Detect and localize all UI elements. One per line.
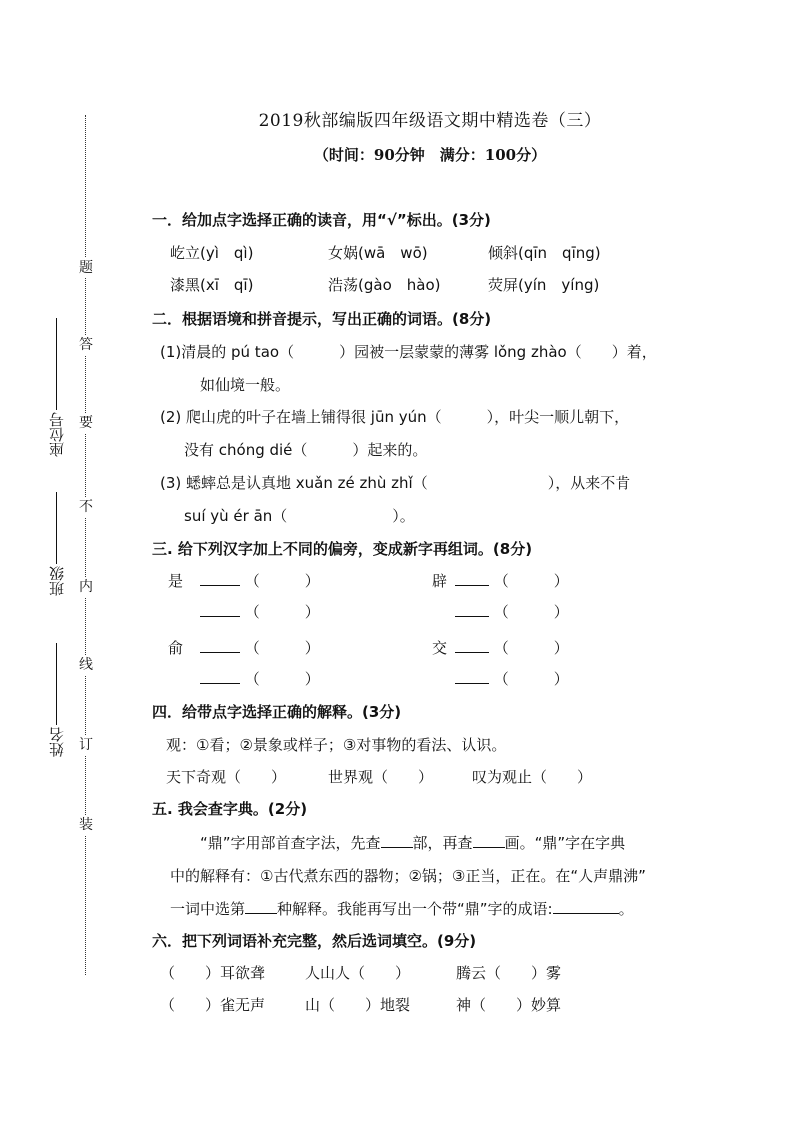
seal-char: 线 xyxy=(76,655,96,675)
s1-item: 女娲(wā wō) xyxy=(328,244,428,262)
s2-line: suí yù ér ān（ ）。 xyxy=(184,507,415,525)
s6-item[interactable]: （ ）雀无声 xyxy=(160,996,266,1014)
seal-char: 内 xyxy=(76,577,96,597)
s4-definitions: 观：①看；②景象或样子；③对事物的看法、认识。 xyxy=(166,736,507,754)
exam-time-score: （时间：90分钟 满分：100分） xyxy=(313,146,547,164)
s2-line: 如仙境一般。 xyxy=(200,376,291,394)
binding-dotted-line xyxy=(85,115,86,975)
s2-line: 没有 chóng dié（ ）起来的。 xyxy=(184,441,428,459)
seat-number-label: 座位号 xyxy=(48,412,66,457)
s5-line: “鼎”字用部首查字法，先查 部，再查 画。“鼎”字在字典 xyxy=(200,834,626,852)
s3-char: 辟 xyxy=(432,572,448,590)
s3-char: 俞 xyxy=(168,639,184,657)
section-4-heading: 四．给带点字选择正确的解释。(3分) xyxy=(152,703,402,721)
name-blank xyxy=(57,643,58,725)
s1-item: 漆黑(xī qī) xyxy=(170,276,254,294)
s5-blank[interactable] xyxy=(245,899,277,914)
page-title: 2019秋部编版四年级语文期中精选卷（三） xyxy=(258,111,602,131)
section-1-heading: 一．给加点字选择正确的读音，用“√”标出。(3分) xyxy=(152,211,491,229)
s3-answer[interactable]: （ ） xyxy=(455,668,569,689)
name-label: 姓名 xyxy=(48,727,66,757)
seal-char: 答 xyxy=(76,335,96,355)
s3-answer[interactable]: （ ） xyxy=(200,668,320,689)
section-6-heading: 六．把下列词语补充完整，然后选词填空。(9分) xyxy=(152,932,477,950)
s2-line: (1)清晨的 pú tao（ ）园被一层蒙蒙的薄雾 lǒng zhào（ ）着， xyxy=(160,343,657,361)
seal-char: 装 xyxy=(76,815,96,835)
s3-char: 是 xyxy=(168,572,184,590)
s6-item[interactable]: 神（ ）妙算 xyxy=(456,996,562,1014)
section-2-heading: 二．根据语境和拼音提示，写出正确的词语。(8分) xyxy=(152,310,492,328)
s3-answer[interactable]: （ ） xyxy=(455,601,569,622)
section-5-heading: 五. 我会查字典。(2分) xyxy=(152,800,308,818)
s3-answer[interactable]: （ ） xyxy=(200,637,320,658)
s2-line: (2) 爬山虎的叶子在墙上铺得很 jūn yún（ ），叶尖一顺儿朝下， xyxy=(160,408,630,426)
s3-char: 交 xyxy=(432,639,448,657)
s1-item: 屹立(yì qì) xyxy=(170,244,254,262)
s3-answer[interactable]: （ ） xyxy=(455,570,569,591)
s6-item[interactable]: 腾云（ ）雾 xyxy=(456,964,562,982)
s4-item[interactable]: 世界观（ ） xyxy=(328,768,434,786)
s5-blank[interactable] xyxy=(473,833,505,848)
s5-idiom-blank[interactable] xyxy=(553,899,619,914)
s6-item[interactable]: 人山人（ ） xyxy=(305,964,411,982)
class-blank xyxy=(57,492,58,564)
seat-number-field[interactable] xyxy=(47,318,67,457)
s6-item[interactable]: （ ）耳欲聋 xyxy=(160,964,266,982)
name-field[interactable] xyxy=(47,643,67,757)
s5-line: 中的解释有：①古代煮东西的器物；②锅；③正当，正在。在“人声鼎沸” xyxy=(170,867,646,885)
s3-answer[interactable]: （ ） xyxy=(455,637,569,658)
s3-answer[interactable]: （ ） xyxy=(200,601,320,622)
s6-item[interactable]: 山（ ）地裂 xyxy=(305,996,411,1014)
s5-line: 一词中选第 种解释。我能再写出一个带“鼎”字的成语: 。 xyxy=(170,900,634,918)
seal-char: 订 xyxy=(76,735,96,755)
seal-char: 不 xyxy=(76,497,96,517)
s1-item: 倾斜(qīn qīng) xyxy=(488,244,601,262)
s3-answer[interactable]: （ ） xyxy=(200,570,320,591)
s1-item: 荧屏(yín yíng) xyxy=(488,276,600,294)
section-3-heading: 三. 给下列汉字加上不同的偏旁，变成新字再组词。(8分) xyxy=(152,540,533,558)
s4-item[interactable]: 叹为观止（ ） xyxy=(472,768,593,786)
class-label: 班级 xyxy=(48,566,66,596)
class-field[interactable] xyxy=(47,492,67,596)
s1-item: 浩荡(gào hào) xyxy=(328,276,441,294)
s5-blank[interactable] xyxy=(381,833,413,848)
s2-line: (3) 蟋蟀总是认真地 xuǎn zé zhù zhǐ（ ），从来不肯 xyxy=(160,474,631,492)
s4-item[interactable]: 天下奇观（ ） xyxy=(166,768,287,786)
seal-char: 要 xyxy=(76,413,96,433)
seal-char: 题 xyxy=(76,258,96,278)
seat-number-blank xyxy=(57,318,58,410)
